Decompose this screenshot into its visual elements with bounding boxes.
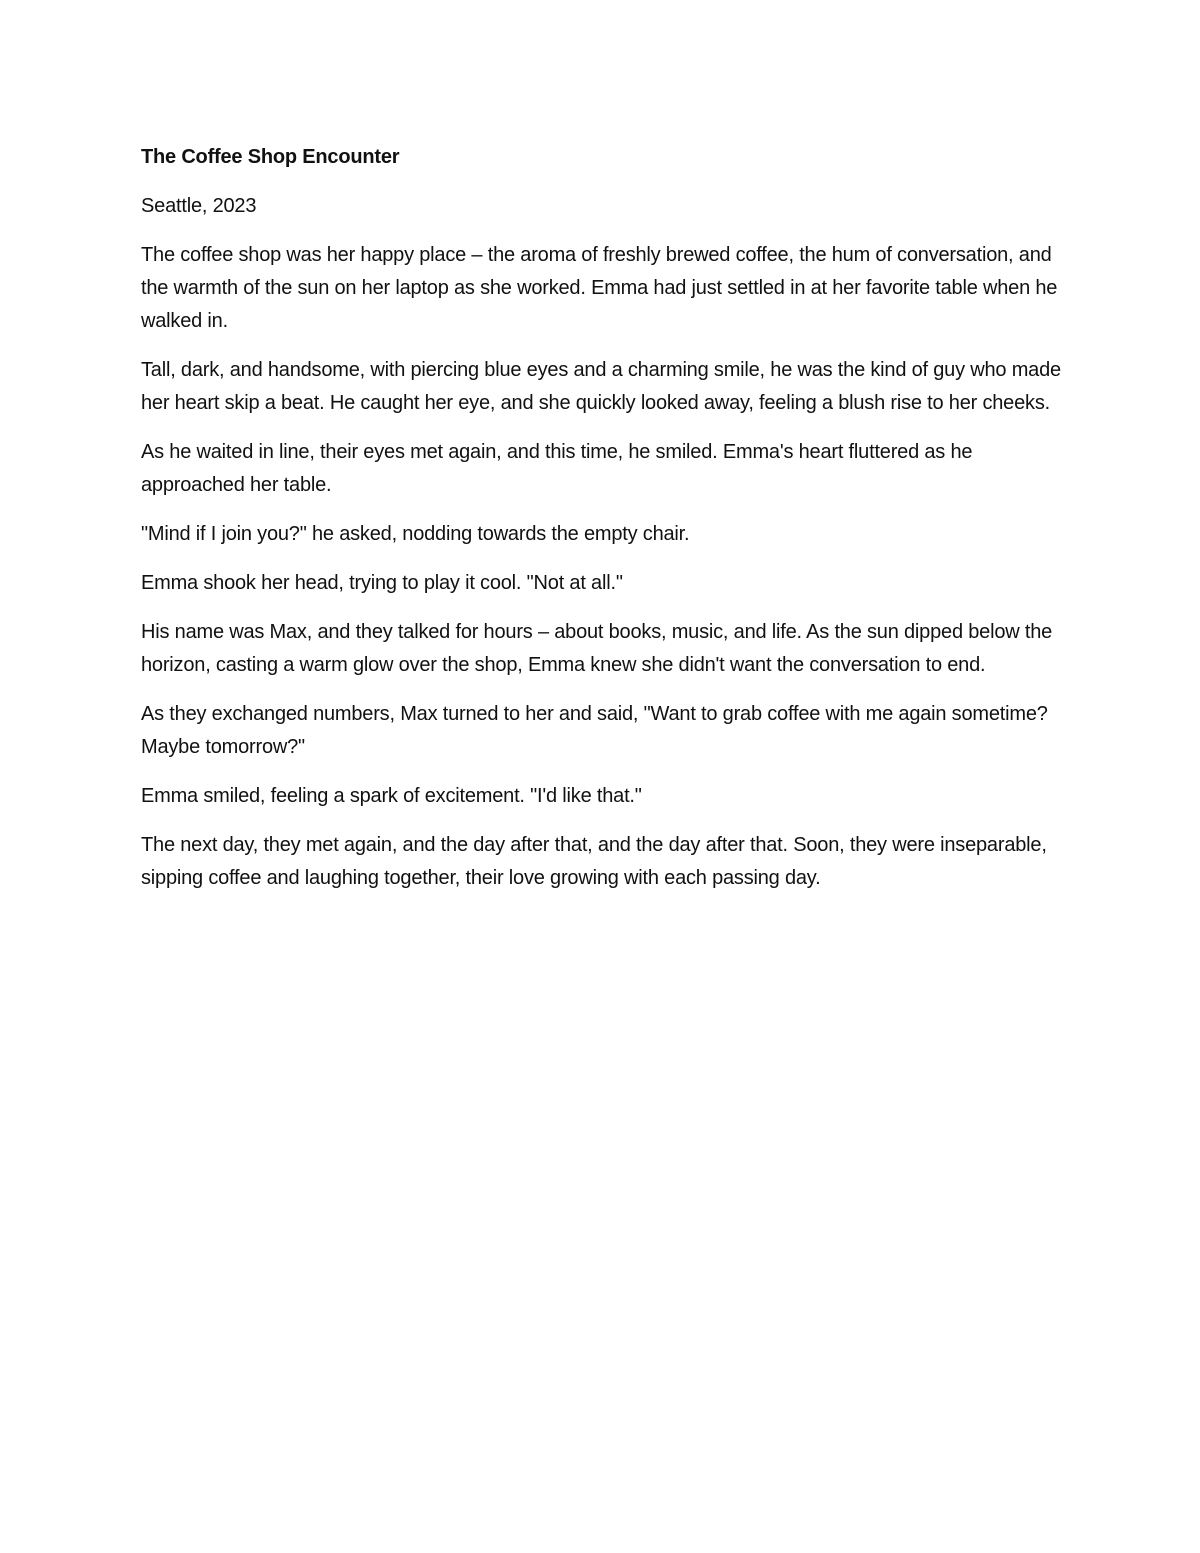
paragraph: "Mind if I join you?" he asked, nodding towards the empty chair. <box>141 523 690 545</box>
paragraph: His name was Max, and they talked for hours – about books, music, and life. As the sun dipped below the horizon, casting a warm glow over the shop, Emma knew she didn't want the conversation to end. <box>141 621 1053 676</box>
document-body <box>141 141 1071 911</box>
paragraph: The next day, they met again, and the day after that, and the day after that. Soon, they were inseparable, sipping coffee and laughing together, their love growing with each passing day. <box>141 834 1047 889</box>
paragraph: As they exchanged numbers, Max turned to her and said, "Want to grab coffee with me again sometime? Maybe tomorrow?" <box>141 703 1048 758</box>
paragraph: As he waited in line, their eyes met again, and this time, he smiled. Emma's heart fluttered as he approached her table. <box>141 441 973 496</box>
location-date: Seattle, 2023 <box>141 195 257 217</box>
paragraph: The coffee shop was her happy place – the aroma of freshly brewed coffee, the hum of conversation, and the warmth of the sun on her laptop as she worked. Emma had just settled in at her favorite table when he walked in. <box>141 244 1058 332</box>
paragraph: Emma smiled, feeling a spark of excitement. "I'd like that." <box>141 785 642 807</box>
paragraph: Emma shook her head, trying to play it cool. "Not at all." <box>141 572 623 594</box>
paragraph: Tall, dark, and handsome, with piercing blue eyes and a charming smile, he was the kind of guy who made her heart skip a beat. He caught her eye, and she quickly looked away, feeling a blush rise to her cheeks. <box>141 359 1061 414</box>
document-title: The Coffee Shop Encounter <box>141 146 400 168</box>
